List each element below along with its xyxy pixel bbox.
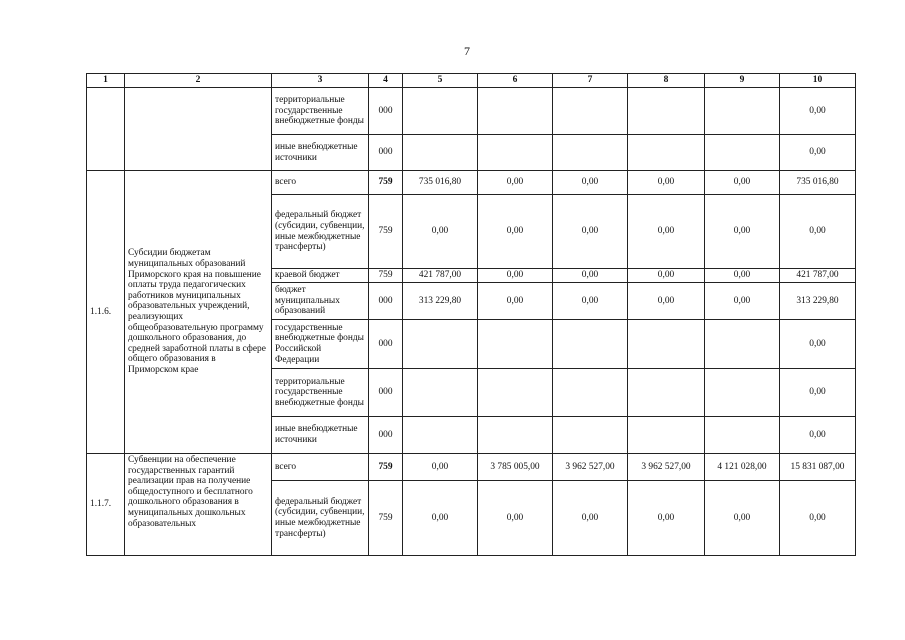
value-cell: 0,00	[403, 195, 478, 269]
code-cell: 000	[369, 135, 403, 171]
column-header: 5	[403, 74, 478, 88]
table-row	[87, 88, 856, 135]
item-number-cell: 1.1.6.	[87, 171, 125, 454]
code-cell: 000	[369, 369, 403, 417]
value-cell: 0,00	[780, 195, 856, 269]
code-cell: 000	[369, 417, 403, 454]
source-cell: иные внебюджетные источники	[272, 135, 369, 171]
value-cell: 421 787,00	[403, 269, 478, 283]
code-cell: 759	[369, 195, 403, 269]
value-cell: 0,00	[403, 454, 478, 481]
value-cell	[478, 135, 553, 171]
value-cell	[553, 369, 628, 417]
page-number: 7	[464, 44, 470, 58]
value-cell	[403, 88, 478, 135]
column-header: 3	[272, 74, 369, 88]
value-cell: 0,00	[628, 283, 705, 320]
value-cell: 0,00	[780, 320, 856, 369]
value-cell	[478, 320, 553, 369]
value-cell	[705, 320, 780, 369]
column-header: 2	[125, 74, 272, 88]
value-cell: 313 229,80	[780, 283, 856, 320]
source-cell: иные внебюджетные источники	[272, 417, 369, 454]
value-cell: 0,00	[478, 283, 553, 320]
budget-table	[86, 73, 856, 556]
table-row	[87, 171, 856, 195]
item-name-cell: Субвенции на обеспечение государственных гарантий реализации прав на получение общедоступного и бесплатного дошкольного образования в муниципальных дошкольных образовательных	[125, 454, 272, 556]
code-cell: 000	[369, 88, 403, 135]
code-cell: 000	[369, 283, 403, 320]
value-cell: 0,00	[553, 283, 628, 320]
value-cell: 0,00	[780, 135, 856, 171]
column-header: 8	[628, 74, 705, 88]
value-cell	[553, 135, 628, 171]
source-cell: всего	[272, 171, 369, 195]
value-cell: 735 016,80	[403, 171, 478, 195]
value-cell	[705, 417, 780, 454]
source-cell: федеральный бюджет (субсидии, субвенции, иные межбюджетные трансферты)	[272, 481, 369, 556]
value-cell	[705, 135, 780, 171]
value-cell: 0,00	[705, 481, 780, 556]
value-cell	[553, 417, 628, 454]
value-cell: 0,00	[478, 195, 553, 269]
value-cell: 0,00	[780, 369, 856, 417]
value-cell: 3 962 527,00	[628, 454, 705, 481]
value-cell: 3 962 527,00	[553, 454, 628, 481]
value-cell	[628, 369, 705, 417]
value-cell: 0,00	[705, 171, 780, 195]
value-cell	[478, 417, 553, 454]
value-cell: 3 785 005,00	[478, 454, 553, 481]
source-cell: территориальные государственные внебюджетные фонды	[272, 369, 369, 417]
value-cell	[553, 88, 628, 135]
source-cell: всего	[272, 454, 369, 481]
value-cell: 0,00	[628, 269, 705, 283]
value-cell	[553, 320, 628, 369]
value-cell	[403, 135, 478, 171]
table-row	[87, 454, 856, 481]
source-cell: бюджет муниципальных образований	[272, 283, 369, 320]
code-cell: 759	[369, 269, 403, 283]
source-cell: территориальные государственные внебюджетные фонды	[272, 88, 369, 135]
value-cell: 0,00	[403, 481, 478, 556]
value-cell	[705, 88, 780, 135]
value-cell: 0,00	[780, 417, 856, 454]
value-cell	[403, 369, 478, 417]
column-header: 4	[369, 74, 403, 88]
item-name-cell	[125, 88, 272, 171]
column-header: 10	[780, 74, 856, 88]
value-cell	[478, 369, 553, 417]
value-cell: 0,00	[553, 269, 628, 283]
item-number-cell: 1.1.7.	[87, 454, 125, 556]
value-cell: 0,00	[553, 171, 628, 195]
value-cell: 313 229,80	[403, 283, 478, 320]
code-cell: 759	[369, 171, 403, 195]
column-header: 9	[705, 74, 780, 88]
source-cell: государственные внебюджетные фонды Российской Федерации	[272, 320, 369, 369]
column-header: 7	[553, 74, 628, 88]
value-cell: 0,00	[705, 283, 780, 320]
value-cell	[628, 135, 705, 171]
source-cell: федеральный бюджет (субсидии, субвенции, иные межбюджетные трансферты)	[272, 195, 369, 269]
source-cell: краевой бюджет	[272, 269, 369, 283]
value-cell: 0,00	[705, 269, 780, 283]
value-cell: 0,00	[553, 195, 628, 269]
value-cell	[478, 88, 553, 135]
item-number-cell	[87, 88, 125, 171]
code-cell: 759	[369, 454, 403, 481]
code-cell: 000	[369, 320, 403, 369]
value-cell: 15 831 087,00	[780, 454, 856, 481]
value-cell	[403, 417, 478, 454]
value-cell: 0,00	[780, 88, 856, 135]
value-cell: 0,00	[478, 171, 553, 195]
value-cell	[628, 320, 705, 369]
value-cell: 0,00	[553, 481, 628, 556]
value-cell: 421 787,00	[780, 269, 856, 283]
value-cell	[628, 417, 705, 454]
value-cell: 735 016,80	[780, 171, 856, 195]
value-cell: 4 121 028,00	[705, 454, 780, 481]
header-row	[87, 74, 856, 88]
value-cell: 0,00	[628, 481, 705, 556]
value-cell: 0,00	[478, 481, 553, 556]
value-cell: 0,00	[628, 195, 705, 269]
code-cell: 759	[369, 481, 403, 556]
value-cell: 0,00	[780, 481, 856, 556]
column-header: 6	[478, 74, 553, 88]
value-cell	[403, 320, 478, 369]
value-cell	[628, 88, 705, 135]
value-cell: 0,00	[478, 269, 553, 283]
value-cell: 0,00	[705, 195, 780, 269]
item-name-cell: Субсидии бюджетам муниципальных образований Приморского края на повышение оплаты труда педагогических работников муниципальных образовательных учреждений, реализующих общеобразовательную программу дошкольного образования, до средней заработной платы в сфере общего образования в Приморском крае	[125, 171, 272, 454]
column-header: 1	[87, 74, 125, 88]
value-cell	[705, 369, 780, 417]
value-cell: 0,00	[628, 171, 705, 195]
